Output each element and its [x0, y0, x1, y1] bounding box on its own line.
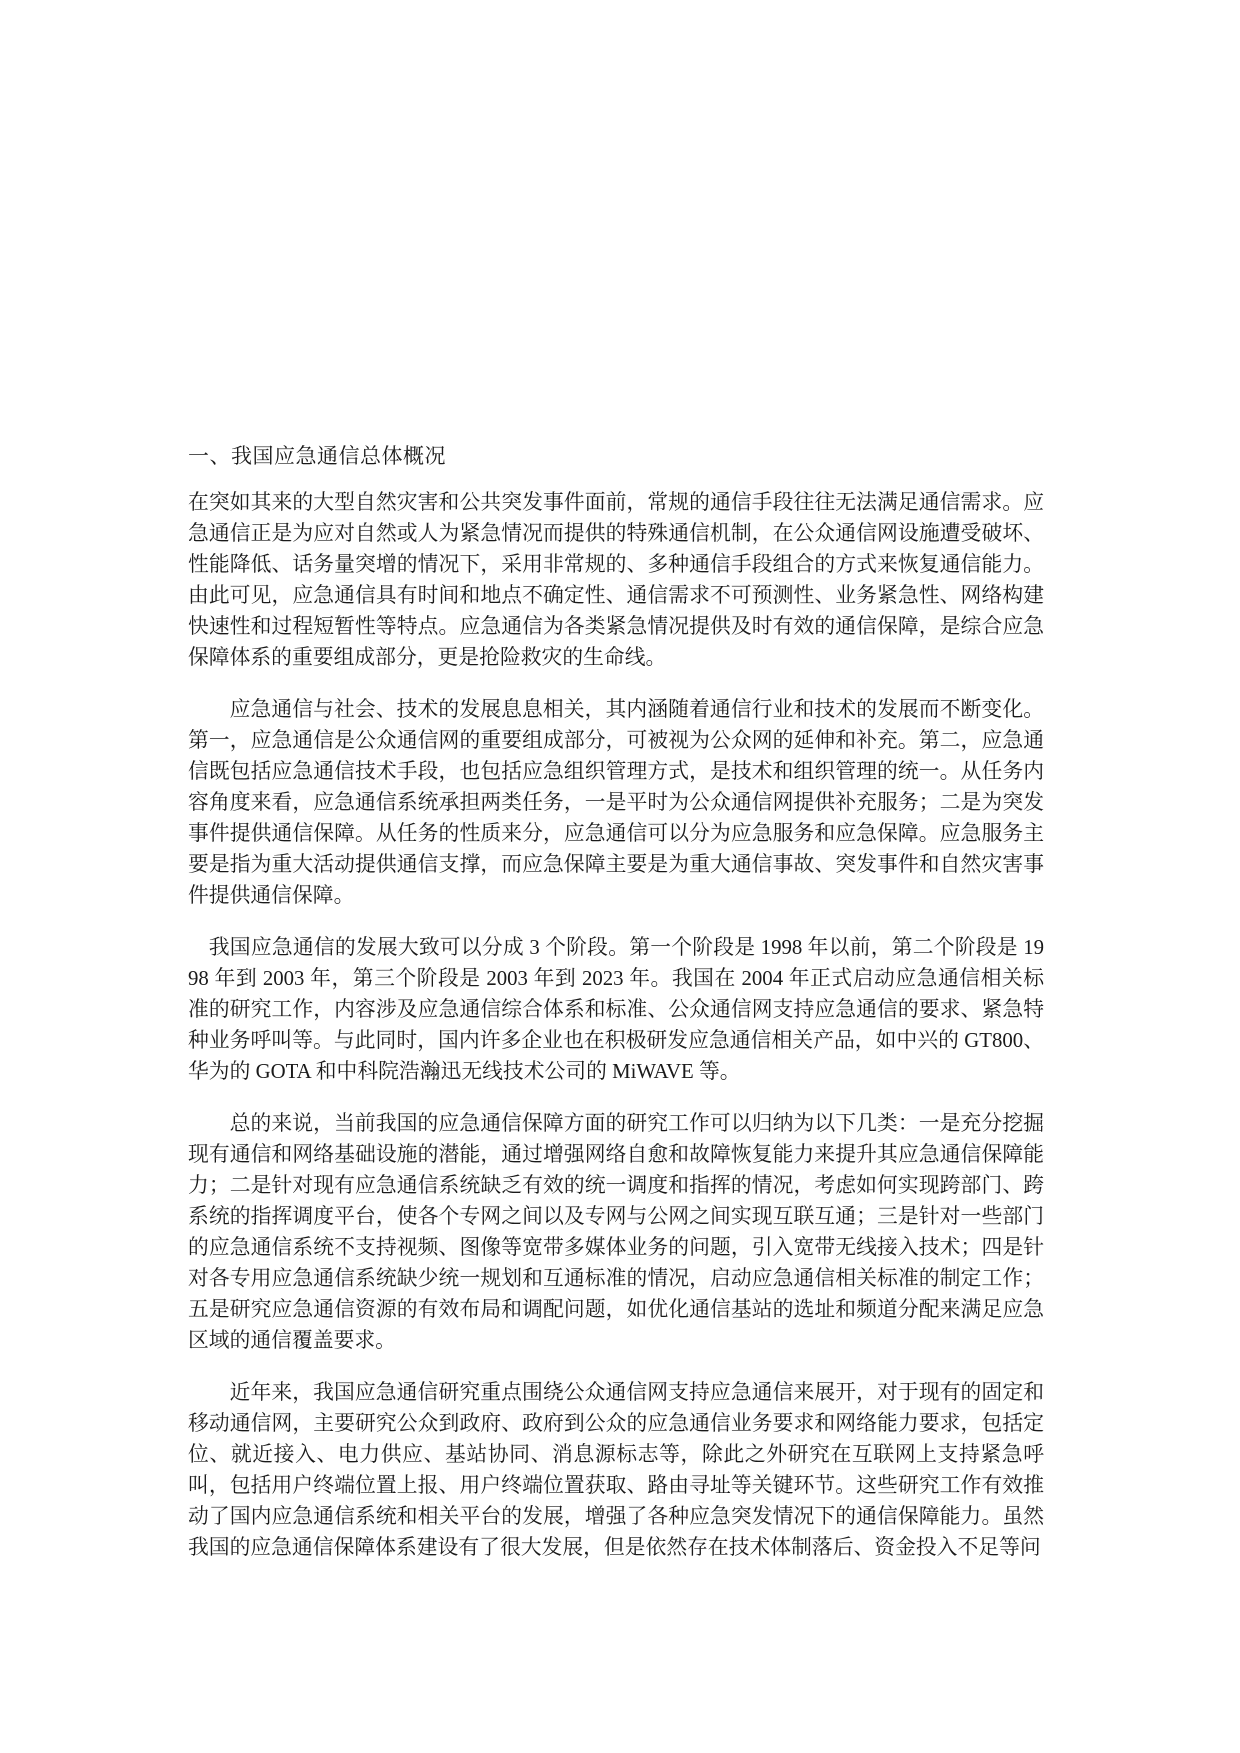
- paragraph: 总的来说，当前我国的应急通信保障方面的研究工作可以归纳为以下几类：一是充分挖掘现有通信和网络基础设施的潜能，通过增强网络自愈和故障恢复能力来提升其应急通信保障能力；二是针对现有应急通信系统缺乏有效的统一调度和指挥的情况，考虑如何实现跨部门、跨系统的指挥调度平台，使各个专网之间以及专网与公网之间实现互联互通；三是针对一些部门的应急通信系统不支持视频、图像等宽带多媒体业务的问题，引入宽带无线接入技术；四是针对各专用应急通信系统缺少统一规划和互通标准的情况，启动应急通信相关标准的制定工作；五是研究应急通信资源的有效布局和调配问题，如优化通信基站的选址和频道分配来满足应急区域的通信覆盖要求。: [188, 1112, 1044, 1352]
- paragraph: 我国应急通信的发展大致可以分成 3 个阶段。第一个阶段是 1998 年以前，第二个阶段是 1998 年到 2003 年，第三个阶段是 2003 年到 2023 年。我国在 2004 年正式启动应急通信相关标准的研究工作，内容涉及应急通信综合体系和标准、公众通信网支持应急通信的要求、紧急特种业务呼叫等。与此同时，国内许多企业也在积极研发应急通信相关产品，如中兴的 GT800、华为的 GOTA 和中科院浩瀚迅无线技术公司的 MiWAVE 等。: [188, 936, 1044, 1083]
- section-heading: 一、我国应急通信总体概况: [188, 444, 446, 468]
- paragraph: 近年来，我国应急通信研究重点围绕公众通信网支持应急通信来展开，对于现有的固定和移动通信网，主要研究公众到政府、政府到公众的应急通信业务要求和网络能力要求，包括定位、就近接入、电力供应、基站协同、消息源标志等，除此之外研究在互联网上支持紧急呼叫，包括用户终端位置上报、用户终端位置获取、路由寻址等关键环节。这些研究工作有效推动了国内应急通信系统和相关平台的发展，增强了各种应急突发情况下的通信保障能力。虽然我国的应急通信保障体系建设有了很大发展，但是依然存在技术体制落后、资金投入不足等问: [188, 1381, 1044, 1559]
- document-content: [188, 441, 1044, 1563]
- paragraph: 在突如其来的大型自然灾害和公共突发事件面前，常规的通信手段往往无法满足通信需求。应急通信正是为应对自然或人为紧急情况而提供的特殊通信机制，在公众通信网设施遭受破坏、性能降低、话务量突增的情况下，采用非常规的、多种通信手段组合的方式来恢复通信能力。由此可见，应急通信具有时间和地点不确定性、通信需求不可预测性、业务紧急性、网络构建快速性和过程短暂性等特点。应急通信为各类紧急情况提供及时有效的通信保障，是综合应急保障体系的重要组成部分，更是抢险救灾的生命线。: [188, 491, 1044, 669]
- paragraph: 应急通信与社会、技术的发展息息相关，其内涵随着通信行业和技术的发展而不断变化。第一，应急通信是公众通信网的重要组成部分，可被视为公众网的延伸和补充。第二，应急通信既包括应急通信技术手段，也包括应急组织管理方式，是技术和组织管理的统一。从任务内容角度来看，应急通信系统承担两类任务，一是平时为公众通信网提供补充服务；二是为突发事件提供通信保障。从任务的性质来分，应急通信可以分为应急服务和应急保障。应急服务主要是指为重大活动提供通信支撑，而应急保障主要是为重大通信事故、突发事件和自然灾害事件提供通信保障。: [188, 698, 1044, 907]
